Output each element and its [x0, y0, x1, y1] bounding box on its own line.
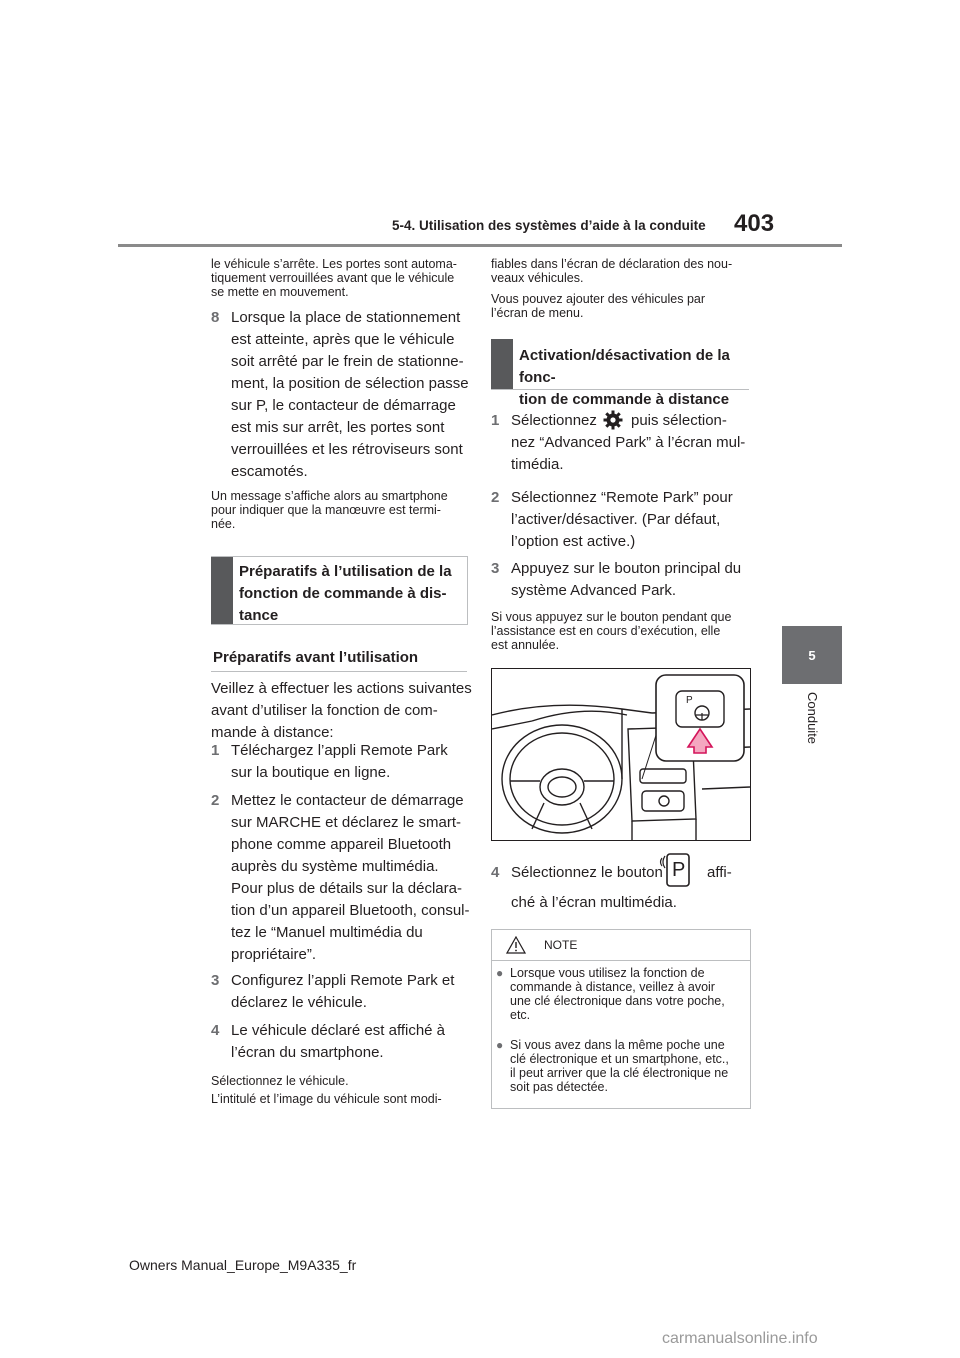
watermark: carmanualsonline.info [662, 1330, 818, 1347]
note-box: NOTE ● Lorsque vous utilisez la fonction de commande à distance, veillez à avoir une clé électronique dans votre poche, etc. ● Si vous avez dans la même poche une clé électronique et un smartphone, etc., il peut arriver que la clé électronique ne soit pas détectée. [491, 929, 751, 1109]
cancel-paragraph: Si vous appuyez sur le bouton pendant que l’assistance est en cours d’exécution, elle est annulée. [491, 610, 732, 652]
remote-park-button-icon: P [659, 850, 693, 890]
remote-step-2: 2 Sélectionnez “Remote Park” pour l’activer/désactiver. (Par défaut, l’option est active.) [491, 489, 733, 550]
section-heading: Préparatifs à l’utilisation de la fonction de commande à dis- tance [239, 563, 452, 624]
intro-paragraph: le véhicule s’arrête. Les portes sont automa- tiquement verrouillées avant que le véhicule se mette en mouvement. [211, 257, 457, 299]
step-number: 4 [211, 1022, 220, 1039]
step-number: 3 [211, 972, 220, 989]
section-title: 5-4. Utilisation des systèmes d’aide à la conduite [392, 218, 706, 233]
gear-icon [603, 410, 623, 437]
section-heading-box [211, 556, 468, 625]
sub-heading: Préparatifs avant l’utilisation [213, 649, 419, 666]
footer-text: Owners Manual_Europe_M9A335_fr [129, 1257, 357, 1273]
section-rule [491, 389, 749, 390]
section-bar [491, 339, 513, 389]
step-number: 2 [211, 792, 220, 809]
prep-step-2: 2 Mettez le contacteur de démarrage sur MARCHE et déclarez le smart- phone comme appareil Bluetooth auprès du système multimédia. Pour plus de détails sur la déclara- tion d’un appareil Bluetooth, consul- tez le “Manuel multimédia du propriétaire”. [211, 792, 470, 963]
bullet-icon: ● [496, 1038, 504, 1052]
step-number: 2 [491, 489, 500, 506]
remote-step-4: 4 Sélectionnez le bouton P affi- ché à l’écran multimédia. [491, 862, 753, 884]
step-8: 8 Lorsque la place de stationnement est atteinte, après que le véhicule soit arrêté par le frein de stationne- ment, la position de sélection passe sur P, le contacteur de démarrage est mis sur arrêt, les portes sont verrouillées et les rétroviseurs sont escamotés. [211, 309, 469, 480]
note-title: NOTE [544, 938, 578, 952]
remote-step-3: 3 Appuyez sur le bouton principal du système Advanced Park. [491, 560, 742, 599]
step-number: 8 [211, 309, 220, 326]
warning-icon [506, 936, 526, 959]
step-number: 1 [491, 412, 500, 429]
remote-step-1: 1 Sélectionnez puis sélection- nez “Advanced Park” à l’écran mul- timédia. [491, 412, 746, 473]
section-heading-box-right [491, 339, 749, 408]
figure-p-label: P [686, 695, 693, 706]
dashboard-illustration [491, 668, 751, 841]
section-heading: Activation/désactivation de la fonc- tion de commande à distance [519, 347, 730, 408]
prep-step-3: 3 Configurez l’appli Remote Park et déclarez le véhicule. [211, 972, 455, 1011]
step-number: 3 [491, 560, 500, 577]
prep-step-4: 4 Le véhicule déclaré est affiché à l’écran du smartphone. [211, 1022, 446, 1061]
note-header [492, 930, 750, 961]
section-bar [211, 557, 233, 624]
step-number: 4 [491, 864, 500, 881]
header-divider [118, 244, 842, 247]
right-top-paragraph: fiables dans l’écran de déclaration des nou- veaux véhicules. [491, 257, 733, 285]
sub-heading-rule [211, 671, 467, 672]
right-add-paragraph: Vous pouvez ajouter des véhicules par l’écran de menu. [491, 292, 706, 320]
prep-step-1: 1 Téléchargez l’appli Remote Park sur la boutique en ligne. [211, 742, 448, 781]
chapter-tab: 5 [782, 626, 842, 684]
tail-paragraph: Sélectionnez le véhicule. L’intitulé et l’image du véhicule sont modi- [211, 1074, 442, 1106]
step-number: 1 [211, 742, 220, 759]
page-number: 403 [734, 210, 775, 237]
lead-paragraph: Veillez à effectuer les actions suivantes avant d’utiliser la fonction de com- mande à distance: [211, 680, 472, 741]
chapter-label: Conduite [805, 692, 820, 745]
completion-message: Un message s’affiche alors au smartphone pour indiquer que la manœuvre est termi- née. [211, 489, 448, 531]
bullet-icon: ● [496, 966, 504, 980]
